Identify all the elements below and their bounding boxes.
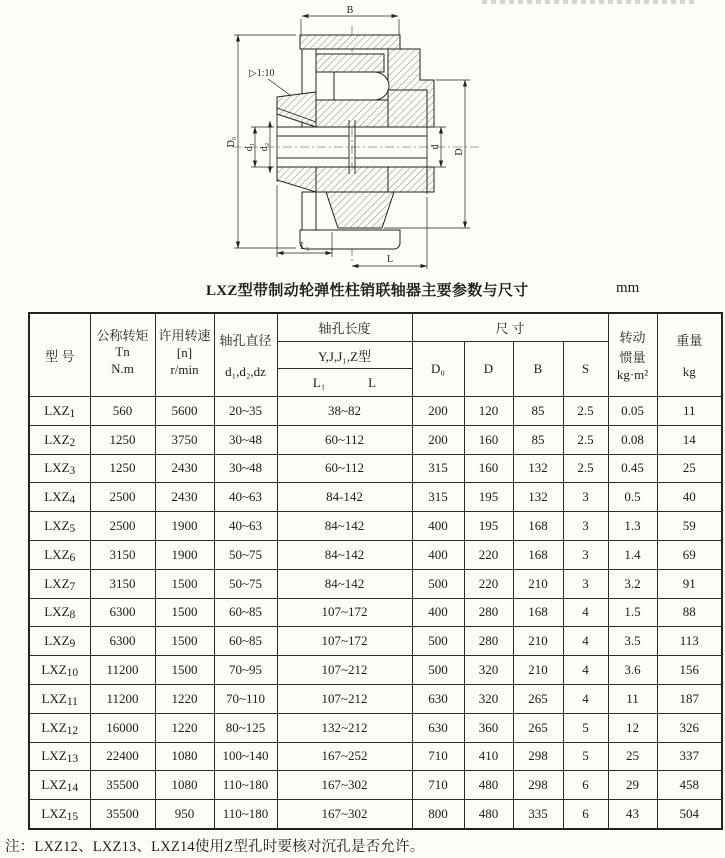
cell-D0: 200 (412, 425, 464, 454)
table-row (29, 540, 722, 569)
cell-D: 220 (464, 540, 513, 569)
cell-torque: 6300 (90, 627, 155, 656)
cell-S: 2.5 (563, 397, 608, 426)
cell-bore: 110~180 (214, 800, 277, 829)
cell-length: 60~112 (277, 454, 412, 483)
section-geometry (277, 35, 434, 249)
cell-B: 168 (513, 598, 563, 627)
cell-S: 4 (563, 684, 608, 713)
cell-speed: 2430 (155, 483, 214, 512)
cell-bore: 100~140 (214, 742, 277, 771)
cell-torque: 2500 (90, 512, 155, 541)
cell-model: LXZ2 (29, 425, 90, 454)
cell-bore: 60~85 (214, 627, 277, 656)
cell-S: 3 (563, 569, 608, 598)
cell-D: 410 (464, 742, 513, 771)
cell-B: 132 (513, 483, 563, 512)
cell-speed: 5600 (155, 397, 214, 426)
cell-D: 320 (464, 684, 513, 713)
col-header-dims-group: 尺 寸 (412, 313, 608, 342)
cell-torque: 22400 (90, 742, 155, 771)
col-header-torque: 公称转矩Tn N.m (90, 313, 155, 397)
cell-B: 85 (513, 397, 563, 426)
cell-S: 5 (563, 713, 608, 742)
cropped-text-artifact (482, 0, 694, 4)
cell-torque: 35500 (90, 771, 155, 800)
cell-D0: 710 (412, 742, 464, 771)
cell-D: 195 (464, 512, 513, 541)
cell-B: 210 (513, 627, 563, 656)
cell-model: LXZ5 (29, 512, 90, 541)
cell-length: 107~172 (277, 598, 412, 627)
col-header-speed: 许用转速 [n] r/min (155, 313, 214, 397)
cell-weight: 113 (657, 627, 722, 656)
cell-weight: 14 (657, 425, 722, 454)
cell-bore: 50~75 (214, 540, 277, 569)
table-row (29, 771, 722, 800)
cell-D: 220 (464, 569, 513, 598)
cell-model: LXZ11 (29, 684, 90, 713)
cell-B: 168 (513, 512, 563, 541)
cell-length: 107~212 (277, 684, 412, 713)
cell-torque: 2500 (90, 483, 155, 512)
cell-inertia: 0.05 (608, 397, 657, 426)
cell-S: 4 (563, 598, 608, 627)
cell-model: LXZ10 (29, 656, 90, 685)
table-row (29, 512, 722, 541)
cell-model: LXZ14 (29, 771, 90, 800)
cell-S: 3 (563, 483, 608, 512)
page-title: LXZ型带制动轮弹性柱销联轴器主要参数与尺寸 (206, 283, 529, 299)
cell-weight: 91 (657, 569, 722, 598)
cell-length: 107~212 (277, 656, 412, 685)
cell-S: 4 (563, 627, 608, 656)
table-row (29, 684, 722, 713)
cell-length: 167~302 (277, 800, 412, 829)
cell-S: 6 (563, 800, 608, 829)
col-header-bore: 轴孔直径 d₁,d₂,dz (214, 313, 277, 397)
cell-model: LXZ4 (29, 483, 90, 512)
cell-B: 265 (513, 713, 563, 742)
cell-length: 167~252 (277, 742, 412, 771)
dim-label-D: D (454, 148, 465, 156)
cell-bore: 30~48 (214, 454, 277, 483)
coupling-cross-section-drawing (222, 2, 494, 274)
cell-weight: 40 (657, 483, 722, 512)
cell-length: 132~212 (277, 713, 412, 742)
col-header-D: D (464, 342, 513, 397)
cell-torque: 1250 (90, 425, 155, 454)
cell-inertia: 29 (608, 771, 657, 800)
cell-speed: 1500 (155, 627, 214, 656)
cell-speed: 3750 (155, 425, 214, 454)
cell-speed: 1220 (155, 713, 214, 742)
cell-bore: 40~63 (214, 512, 277, 541)
cell-B: 335 (513, 800, 563, 829)
cell-torque: 6300 (90, 598, 155, 627)
cell-speed: 1900 (155, 512, 214, 541)
cell-torque: 11200 (90, 684, 155, 713)
cell-D: 480 (464, 800, 513, 829)
cell-D0: 630 (412, 713, 464, 742)
cell-D0: 500 (412, 569, 464, 598)
unit-label: mm (616, 280, 640, 296)
cell-length: 84-142 (277, 483, 412, 512)
cell-B: 85 (513, 425, 563, 454)
cell-inertia: 3.5 (608, 627, 657, 656)
cell-B: 210 (513, 569, 563, 598)
cell-D: 280 (464, 598, 513, 627)
cell-S: 4 (563, 656, 608, 685)
cell-D0: 400 (412, 540, 464, 569)
cell-bore: 80~125 (214, 713, 277, 742)
cell-torque: 11200 (90, 656, 155, 685)
dim-label-L1: L₁ (300, 241, 310, 252)
col-header-model: 型 号 (29, 313, 90, 397)
col-header-inertia: 转动 惯量 kg·m² (608, 313, 657, 397)
cell-speed: 1080 (155, 771, 214, 800)
cell-model: LXZ9 (29, 627, 90, 656)
col-header-B: B (513, 342, 563, 397)
col-header-S: S (563, 342, 608, 397)
col-header-length-group: 轴孔长度 (277, 313, 412, 342)
table-row (29, 454, 722, 483)
cell-weight: 11 (657, 397, 722, 426)
cell-D: 160 (464, 425, 513, 454)
cell-bore: 50~75 (214, 569, 277, 598)
cell-bore: 40~63 (214, 483, 277, 512)
table-row (29, 800, 722, 829)
table-row (29, 713, 722, 742)
cell-speed: 1500 (155, 569, 214, 598)
cell-weight: 187 (657, 684, 722, 713)
cell-length: 84~142 (277, 512, 412, 541)
cell-model: LXZ1 (29, 397, 90, 426)
cell-S: 2.5 (563, 454, 608, 483)
coupling-drawing-svg (222, 2, 494, 274)
cell-torque: 560 (90, 397, 155, 426)
table-row (29, 627, 722, 656)
cell-speed: 1080 (155, 742, 214, 771)
cell-S: 3 (563, 540, 608, 569)
cell-length: 38~82 (277, 397, 412, 426)
dim-label-d: d (430, 144, 441, 150)
cell-weight: 337 (657, 742, 722, 771)
cell-D0: 315 (412, 483, 464, 512)
cell-weight: 59 (657, 512, 722, 541)
taper-label: ▷1:10 (249, 68, 275, 79)
cell-inertia: 0.08 (608, 425, 657, 454)
cell-inertia: 12 (608, 713, 657, 742)
cell-model: LXZ12 (29, 713, 90, 742)
cell-torque: 1250 (90, 454, 155, 483)
cell-weight: 504 (657, 800, 722, 829)
cell-inertia: 25 (608, 742, 657, 771)
col-header-D0: D₀ (412, 342, 464, 397)
cell-D0: 710 (412, 771, 464, 800)
cell-B: 168 (513, 540, 563, 569)
cell-D: 280 (464, 627, 513, 656)
cell-D: 195 (464, 483, 513, 512)
cell-inertia: 43 (608, 800, 657, 829)
cell-D: 120 (464, 397, 513, 426)
cell-bore: 30~48 (214, 425, 277, 454)
cell-D: 160 (464, 454, 513, 483)
cell-torque: 3150 (90, 569, 155, 598)
cell-speed: 1220 (155, 684, 214, 713)
cell-inertia: 1.4 (608, 540, 657, 569)
cell-length: 84~142 (277, 540, 412, 569)
cell-B: 265 (513, 684, 563, 713)
cell-model: LXZ3 (29, 454, 90, 483)
cell-B: 298 (513, 742, 563, 771)
cell-weight: 25 (657, 454, 722, 483)
cell-inertia: 3.6 (608, 656, 657, 685)
cell-length: 167~302 (277, 771, 412, 800)
cell-D0: 630 (412, 684, 464, 713)
table-body (29, 397, 722, 829)
cell-length: 84~142 (277, 569, 412, 598)
cell-D0: 400 (412, 512, 464, 541)
cell-bore: 20~35 (214, 397, 277, 426)
table-row (29, 742, 722, 771)
cell-torque: 35500 (90, 800, 155, 829)
cell-speed: 1900 (155, 540, 214, 569)
cell-S: 2.5 (563, 425, 608, 454)
cell-bore: 70~110 (214, 684, 277, 713)
cell-D0: 800 (412, 800, 464, 829)
dim-label-d1: d₁ (244, 142, 255, 152)
cell-D: 480 (464, 771, 513, 800)
cell-torque: 3150 (90, 540, 155, 569)
spec-table (28, 312, 723, 830)
cell-D0: 400 (412, 598, 464, 627)
cell-D0: 200 (412, 397, 464, 426)
cell-speed: 1500 (155, 656, 214, 685)
cell-D0: 500 (412, 656, 464, 685)
cell-speed: 2430 (155, 454, 214, 483)
cell-bore: 110~180 (214, 771, 277, 800)
cell-S: 5 (563, 742, 608, 771)
cell-weight: 458 (657, 771, 722, 800)
col-header-weight: 重量 kg (657, 313, 722, 397)
cell-B: 210 (513, 656, 563, 685)
cell-length: 60~112 (277, 425, 412, 454)
cell-B: 298 (513, 771, 563, 800)
table-row (29, 483, 722, 512)
cell-bore: 70~95 (214, 656, 277, 685)
cell-length: 107~172 (277, 627, 412, 656)
cell-model: LXZ15 (29, 800, 90, 829)
cell-inertia: 3.2 (608, 569, 657, 598)
table-row (29, 656, 722, 685)
cell-D: 360 (464, 713, 513, 742)
cell-inertia: 0.45 (608, 454, 657, 483)
cell-S: 6 (563, 771, 608, 800)
dim-label-L: L (386, 254, 394, 265)
table-row (29, 425, 722, 454)
dim-label-D0: D₀ (226, 136, 237, 148)
col-header-length-type: Y,J,J₁,Z型 (277, 342, 412, 369)
cell-weight: 69 (657, 540, 722, 569)
cell-weight: 326 (657, 713, 722, 742)
cell-model: LXZ13 (29, 742, 90, 771)
cell-model: LXZ6 (29, 540, 90, 569)
cell-B: 132 (513, 454, 563, 483)
cell-D0: 315 (412, 454, 464, 483)
cell-inertia: 11 (608, 684, 657, 713)
cell-model: LXZ8 (29, 598, 90, 627)
table-row (29, 598, 722, 627)
cell-bore: 60~85 (214, 598, 277, 627)
cell-speed: 1500 (155, 598, 214, 627)
cell-D0: 500 (412, 627, 464, 656)
cell-weight: 156 (657, 656, 722, 685)
cell-torque: 16000 (90, 713, 155, 742)
dim-label-d2: d₂ (259, 142, 270, 152)
cell-weight: 88 (657, 598, 722, 627)
cell-speed: 950 (155, 800, 214, 829)
dim-label-B: B (346, 5, 354, 16)
col-header-L1-L: L₁ L (277, 369, 412, 397)
title-row (0, 279, 725, 299)
cell-model: LXZ7 (29, 569, 90, 598)
cell-inertia: 1.3 (608, 512, 657, 541)
table-row (29, 397, 722, 426)
cell-D: 320 (464, 656, 513, 685)
cell-inertia: 0.5 (608, 483, 657, 512)
footnote: 注：LXZ12、LXZ13、LXZ14使用Z型孔时要核对沉孔是否允许。 (5, 839, 425, 855)
cell-S: 3 (563, 512, 608, 541)
table-row (29, 569, 722, 598)
cell-inertia: 1.5 (608, 598, 657, 627)
